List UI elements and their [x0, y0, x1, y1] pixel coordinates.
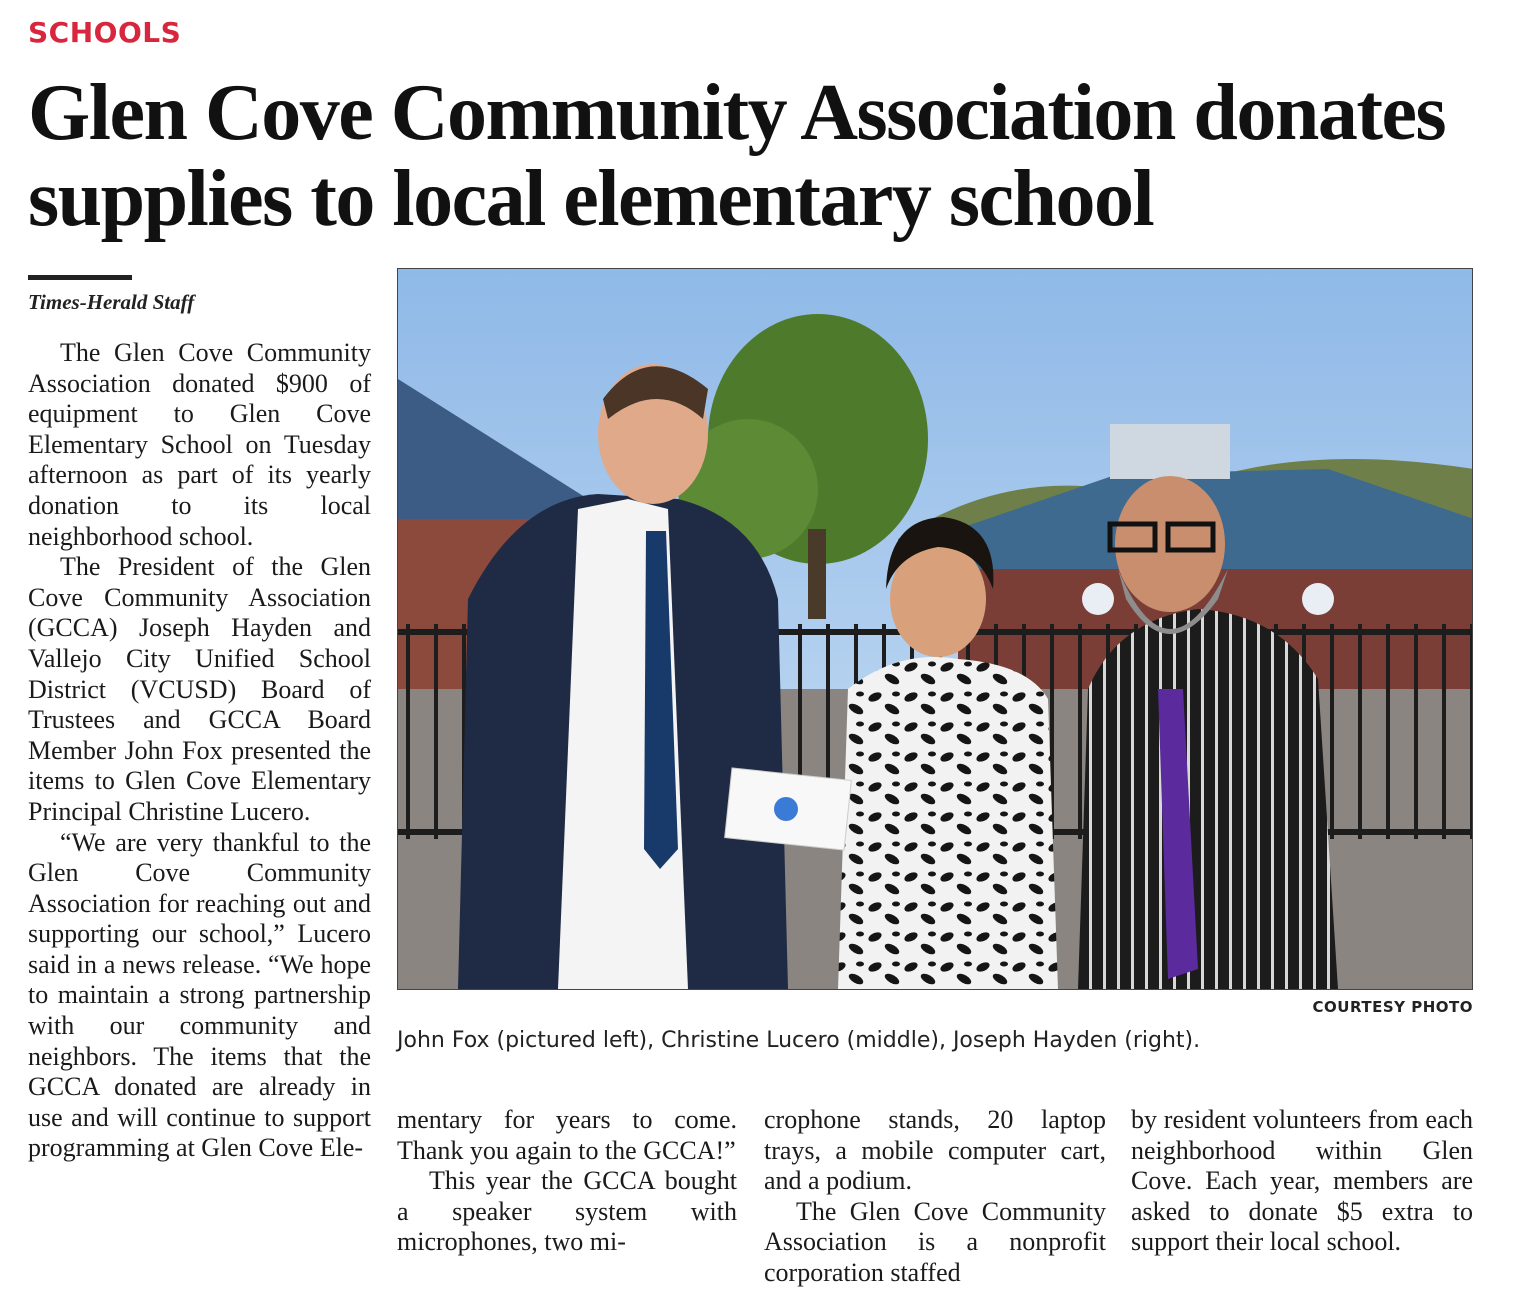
photo-credit: COURTESY PHOTO [1312, 998, 1473, 1016]
body-column-4 [1131, 1105, 1473, 1258]
article-photo [397, 268, 1473, 990]
paragraph: “We are very thankful to the Glen Cove Community Association for reaching out and supporting our school,” Lucero said in a news release. “We hope to maintain a strong partnership with our community and neighbors. The items that the GCCA donated are already in use and will continue to support programming at Glen Cove Ele- [28, 827, 371, 1163]
paragraph: The Glen Cove Community Association is a nonprofit corporation staffed [764, 1196, 1106, 1287]
body-column-1 [28, 338, 371, 1164]
paragraph: This year the GCCA bought a speaker system with microphones, two mi- [397, 1166, 737, 1257]
byline: Times-Herald Staff [28, 290, 195, 314]
paragraph: by resident volunteers from each neighborhood within Glen Cove. Each year, members are asked to donate $5 extra to support their local school. [1131, 1105, 1473, 1257]
paragraph: The Glen Cove Community Association donated $900 of equipment to Glen Cove Elementary School on Tuesday afternoon as part of its yearly donation to its local neighborhood school. [28, 338, 371, 551]
photo-illustration [398, 269, 1473, 990]
headline: Glen Cove Community Association donates supplies to local elementary school [28, 69, 1446, 243]
section-label: SCHOOLS [28, 16, 182, 49]
paragraph: The President of the Glen Cove Community Association (GCCA) Joseph Hayden and Vallejo City Unified School District (VCUSD) Board of Trustees and GCCA Board Member John Fox presented the items to Glen Cove Elementary Principal Christine Lucero. [28, 552, 371, 826]
body-column-3 [764, 1105, 1106, 1289]
photo-caption: John Fox (pictured left), Christine Lucero (middle), Joseph Hayden (right). [397, 1028, 1201, 1053]
paragraph: crophone stands, 20 laptop trays, a mobile computer cart, and a podium. [764, 1105, 1106, 1196]
paragraph: mentary for years to come. Thank you again to the GCCA!” [397, 1105, 737, 1165]
body-column-2 [397, 1105, 737, 1258]
byline-rule [28, 275, 132, 280]
